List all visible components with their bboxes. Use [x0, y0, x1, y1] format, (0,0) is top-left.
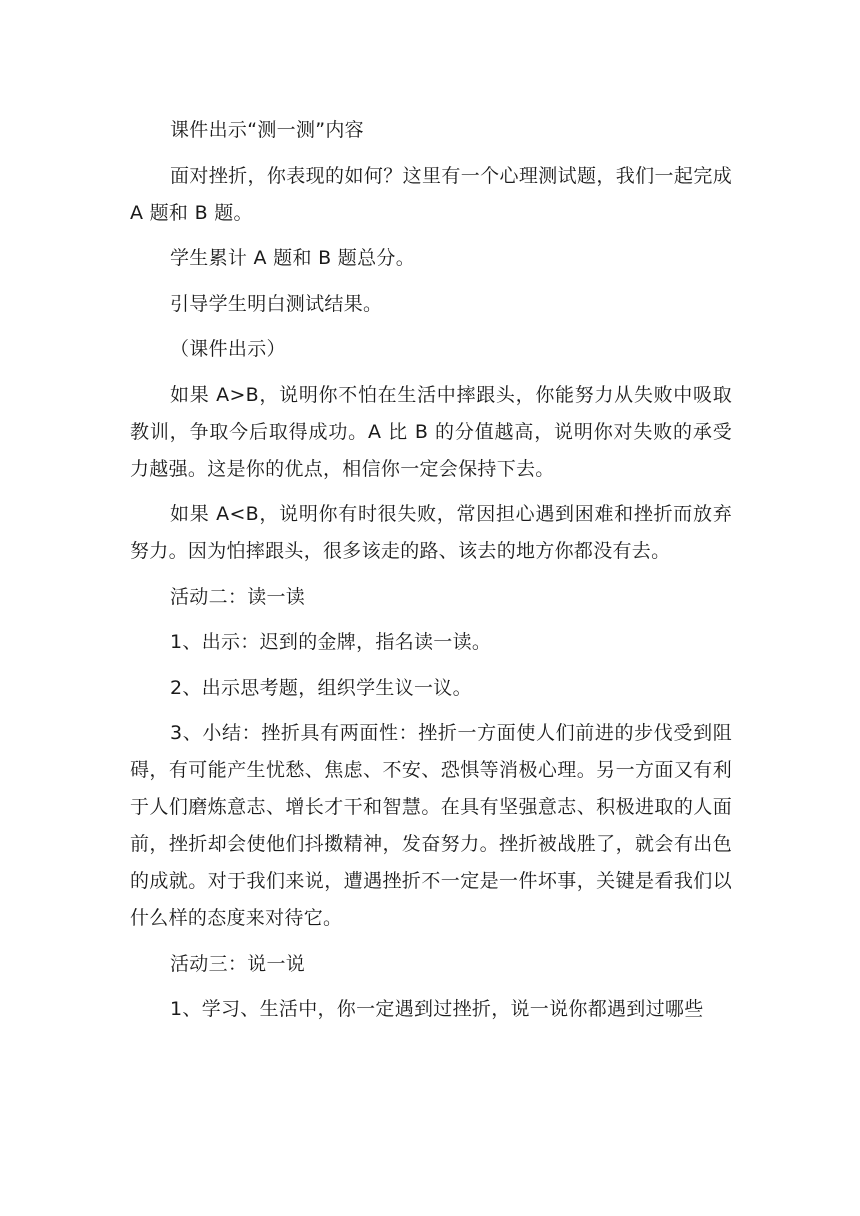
heading-activity-two: 活动二：读一读: [170, 585, 306, 608]
paragraph-activity-two-step-2: 2、出示思考题，组织学生议一议。: [170, 676, 472, 699]
paragraph-activity-two-step-1: 1、出示：迟到的金牌，指名读一读。: [170, 631, 492, 653]
paragraph-activity-three-step-1: 1、学习、生活中，你一定遇到过挫折，说一说你都遇到过哪些: [170, 998, 704, 1020]
heading-activity-three: 活动三：说一说: [170, 952, 306, 975]
paragraph-facing-setbacks: 面对挫折，你表现的如何？这里有一个心理测试题，我们一起完成 A 题和 B 题。: [130, 164, 732, 224]
paragraph-result-a-greater: 如果 A>B，说明你不怕在生活中摔跟头，你能努力从失败中吸取教训，争取今后取得成功。A 比 B 的分值越高，说明你对失败的承受力越强。这是你的优点，相信你一定会保持下去。: [130, 383, 732, 480]
paragraph-guide-results: 引导学生明白测试结果。: [170, 292, 383, 315]
paragraph-activity-two-summary: 3、小结：挫折具有两面性：挫折一方面使人们前进的步伐受到阻碍，有可能产生忧愁、焦虑、不安、恐惧等消极心理。另一方面又有利于人们磨炼意志、增长才干和智慧。在具有坚强意志、积极进取的人面前，挫折却会使他们抖擞精神，发奋努力。挫折被战胜了，就会有出色的成就。对于我们来说，遭遇挫折不一定是一件坏事，关键是看我们以什么样的态度来对待它。: [130, 722, 732, 929]
paragraph-total-score: 学生累计 A 题和 B 题总分。: [170, 247, 415, 269]
paragraph-courseware-test: 课件出示“测一测”内容: [170, 119, 364, 141]
document-body: [130, 112, 732, 1037]
paragraph-result-a-less: 如果 A<B，说明你有时很失败，常因担心遇到困难和挫折而放弃努力。因为怕摔跟头，很多该走的路、该去的地方你都没有去。: [130, 503, 732, 562]
paragraph-courseware-show: （课件出示）: [170, 338, 286, 360]
